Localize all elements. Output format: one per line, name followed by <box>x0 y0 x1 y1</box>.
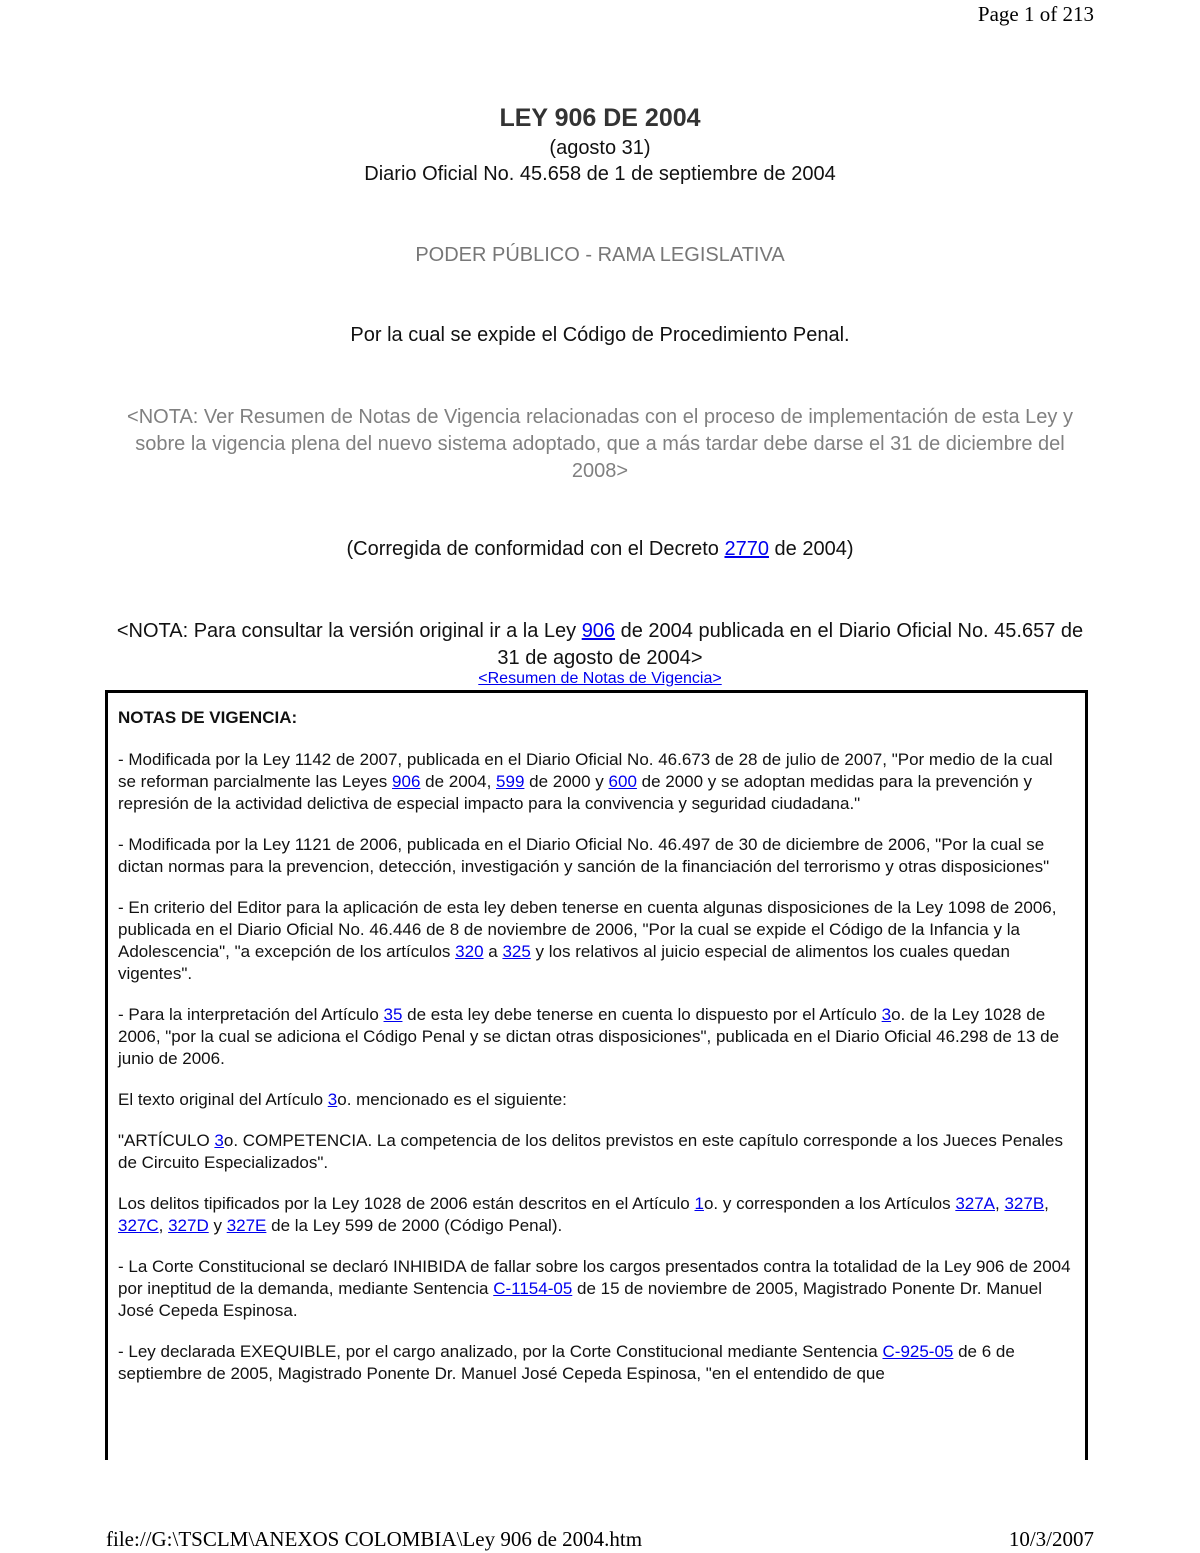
correction-note <box>106 538 1094 561</box>
paragraph-text: a <box>483 942 503 961</box>
paragraph-text: "ARTÍCULO <box>118 1131 215 1150</box>
ley-906-link[interactable]: 906 <box>581 620 616 642</box>
notas-body <box>118 749 1075 1385</box>
article-link-327d[interactable]: 327D <box>168 1216 209 1235</box>
vigencia-paragraph <box>118 1193 1075 1237</box>
file-path: file://G:\TSCLM\ANEXOS COLOMBIA\Ley 906 de 2004.htm <box>106 1527 643 1551</box>
article-link-327b[interactable]: 327B <box>1004 1194 1045 1213</box>
vigencia-paragraph <box>118 749 1075 815</box>
article-link-35[interactable]: 35 <box>383 1005 403 1024</box>
paragraph-text: de 6 de septiembre de 2005, Magistrado Ponente Dr. Manuel José Cepeda Espinosa, "en el entendido de que <box>118 1342 1015 1383</box>
paragraph-text: de 2000 y <box>524 772 609 791</box>
paragraph-text: o. de la Ley 1028 de 2006, "por la cual se adiciona el Código Penal y se dictan otras disposiciones", publicada en el Diario Oficial 46.298 de 13 de junio de 2006. <box>118 1005 1060 1068</box>
law-purpose: Por la cual se expide el Código de Procedimiento Penal. <box>350 324 850 346</box>
page-number: Page 1 of 213 <box>977 2 1094 26</box>
article-link-327e[interactable]: 327E <box>226 1216 267 1235</box>
law-title: LEY 906 DE 2004 <box>499 104 701 132</box>
paragraph-text: - Modificada por la Ley 1121 de 2006, publicada en el Diario Oficial No. 46.497 de 30 de diciembre de 2006, "Por la cual se dictan normas para la prevencion, detección, investigación y sanción de la financiación del terrorismo y otras disposiciones" <box>118 835 1050 876</box>
paragraph-text: - Modificada por la Ley 1142 de 2007, publicada en el Diario Oficial No. 46.673 de 28 de julio de 2007, "Por medio de la cual se reforman parcialmente las Leyes <box>118 750 1053 791</box>
paragraph-text: y los relativos al juicio especial de alimentos los cuales quedan vigentes". <box>118 942 1010 983</box>
notas-vigencia-box <box>105 690 1088 1460</box>
paragraph-text: o. COMPETENCIA. La competencia de los delitos previstos en este capítulo corresponde a los Jueces Penales de Circuito Especializados". <box>118 1131 1063 1172</box>
article-link-600[interactable]: 600 <box>608 772 637 791</box>
article-link-3[interactable]: 3 <box>881 1005 892 1024</box>
vigencia-paragraph <box>118 1089 1075 1111</box>
paragraph-text: y <box>208 1216 227 1235</box>
paragraph-text: , <box>1044 1194 1049 1213</box>
paragraph-text: de 2000 y se adoptan medidas para la prevención y represión de la actividad delictiva de especial impacto para la convivencia y seguridad ciudadana." <box>118 772 1032 813</box>
diario-oficial-line: Diario Oficial No. 45.658 de 1 de septiembre de 2004 <box>364 163 836 185</box>
vigencia-note: <NOTA: Ver Resumen de Notas de Vigencia relacionadas con el proceso de implementación de esta Ley y sobre la vigencia plena del nuevo sistema adoptado, que a más tardar debe darse el 31 de diciembre del 2008> <box>127 406 1073 482</box>
correction-text-post: de 2004) <box>768 538 854 560</box>
original-version-note <box>106 618 1094 672</box>
decreto-2770-link[interactable]: 2770 <box>724 538 769 560</box>
article-link-3[interactable]: 3 <box>327 1090 338 1109</box>
paragraph-text: - Para la interpretación del Artículo <box>118 1005 384 1024</box>
paragraph-text: de esta ley debe tenerse en cuenta lo dispuesto por el Artículo <box>402 1005 882 1024</box>
vigencia-paragraph <box>118 834 1075 878</box>
vigencia-paragraph <box>118 1004 1075 1070</box>
paragraph-text: Los delitos tipificados por la Ley 1028 de 2006 están descritos en el Artículo <box>118 1194 695 1213</box>
article-link-325[interactable]: 325 <box>502 942 531 961</box>
vigencia-paragraph <box>118 1341 1075 1385</box>
paragraph-text: de 15 de noviembre de 2005, Magistrado Ponente Dr. Manuel José Cepeda Espinosa. <box>118 1279 1042 1320</box>
print-date: 10/3/2007 <box>1008 1527 1094 1551</box>
paragraph-text: de la Ley 599 de 2000 (Código Penal). <box>266 1216 563 1235</box>
vigencia-paragraph <box>118 897 1075 985</box>
article-link-327c[interactable]: 327C <box>118 1216 159 1235</box>
correction-text-pre: (Corregida de conformidad con el Decreto <box>346 538 725 560</box>
article-link-3[interactable]: 3 <box>214 1131 224 1150</box>
article-link-599[interactable]: 599 <box>496 772 525 791</box>
resumen-notas-link[interactable]: <Resumen de Notas de Vigencia> <box>478 670 722 687</box>
paragraph-text: o. y corresponden a los Artículos <box>703 1194 956 1213</box>
paragraph-text: , <box>158 1216 169 1235</box>
notas-heading: NOTAS DE VIGENCIA: <box>118 708 298 727</box>
paragraph-text: de 2004, <box>420 772 497 791</box>
paragraph-text: El texto original del Artículo <box>118 1090 328 1109</box>
original-note-pre: <NOTA: Para consultar la versión original ir a la Ley <box>116 620 582 642</box>
vigencia-paragraph <box>118 1130 1075 1174</box>
original-note-post: de 2004 publicada en el Diario Oficial No. 45.657 de 31 de agosto de 2004> <box>497 620 1084 669</box>
branch-heading: PODER PÚBLICO - RAMA LEGISLATIVA <box>415 244 785 266</box>
law-date: (agosto 31) <box>549 137 651 159</box>
resumen-notas-row <box>106 670 1094 688</box>
paragraph-text: - En criterio del Editor para la aplicación de esta ley deben tenerse en cuenta algunas disposiciones de la Ley 1098 de 2006, publicada en el Diario Oficial No. 46.446 de 8 de noviembre de 2006, "Por la cual se expide el Código de la Infancia y la Adolescencia", "a excepción de los artículos <box>118 898 1057 961</box>
vigencia-paragraph <box>118 1256 1075 1322</box>
paragraph-text: - La Corte Constitucional se declaró INHIBIDA de fallar sobre los cargos presentados contra la totalidad de la Ley 906 de 2004 por ineptitud de la demanda, mediante Sentencia <box>118 1257 1071 1298</box>
article-link-c-925-05[interactable]: C-925-05 <box>882 1342 954 1361</box>
paragraph-text: o. mencionado es el siguiente: <box>337 1090 567 1109</box>
paragraph-text: - Ley declarada EXEQUIBLE, por el cargo analizado, por la Corte Constitucional mediante Sentencia <box>118 1342 883 1361</box>
paragraph-text: , <box>995 1194 1005 1213</box>
article-link-1[interactable]: 1 <box>694 1194 704 1213</box>
article-link-327a[interactable]: 327A <box>955 1194 996 1213</box>
article-link-320[interactable]: 320 <box>455 942 484 961</box>
article-link-c-1154-05[interactable]: C-1154-05 <box>493 1279 573 1298</box>
article-link-906[interactable]: 906 <box>392 772 421 791</box>
